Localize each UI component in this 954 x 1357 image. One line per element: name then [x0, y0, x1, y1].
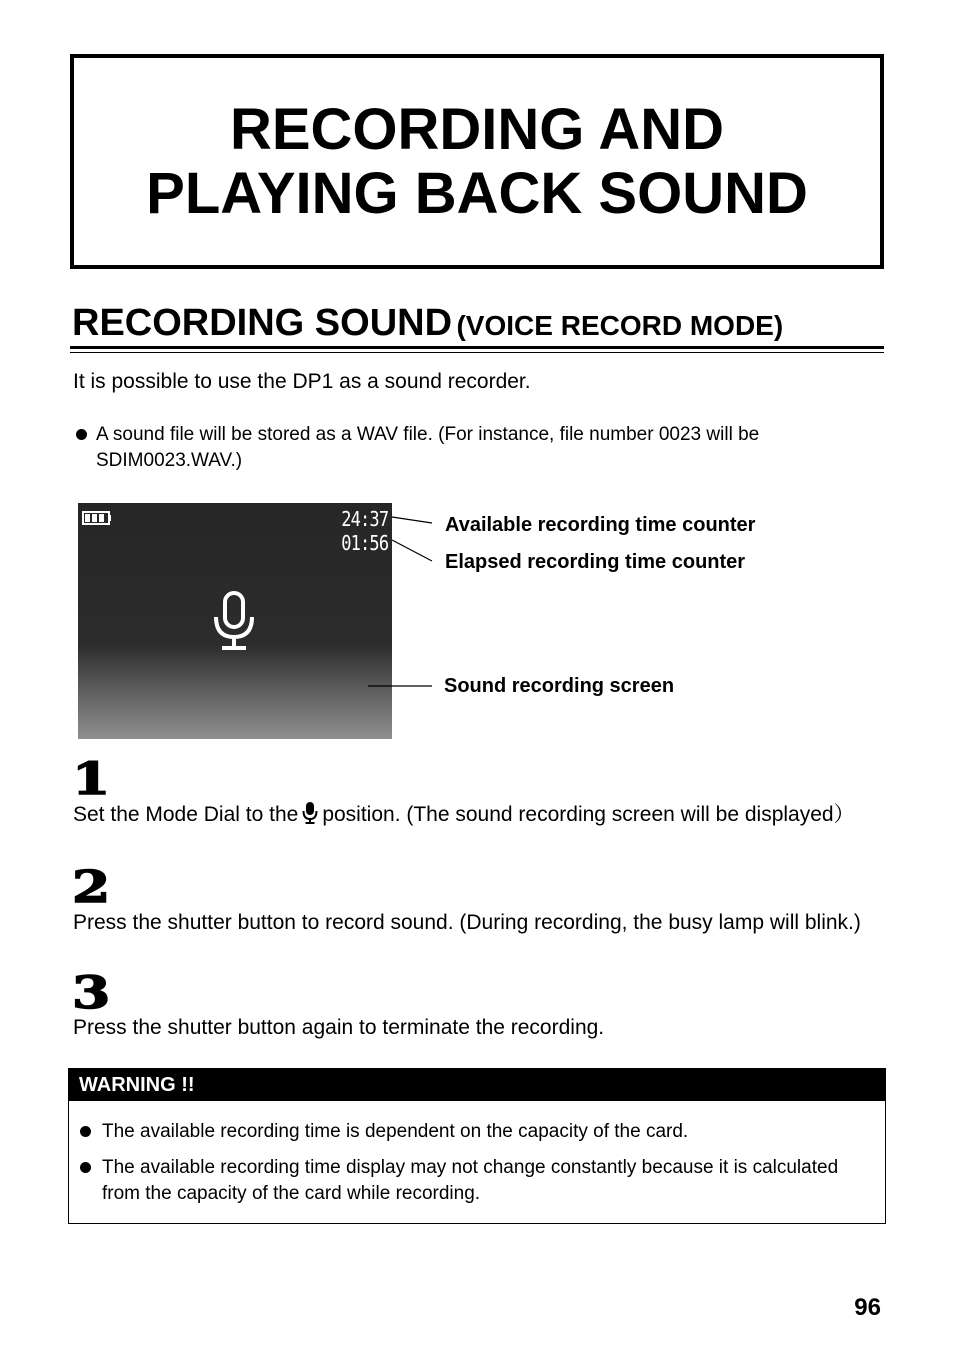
- callout-screen: Sound recording screen: [444, 675, 675, 697]
- step-1-text-after: position. (The sound recording screen will be displayed）: [322, 803, 855, 826]
- step-2-number: 2: [72, 862, 111, 913]
- microphone-icon: [210, 591, 258, 653]
- section-heading: [72, 298, 884, 351]
- battery-terminal: [108, 515, 111, 521]
- warning-item-2-text: The available recording time display may not change constantly because it is calculated from the capacity of the card while recording.: [102, 1157, 839, 1204]
- step-1-number: 1: [72, 754, 111, 805]
- callout-available: Available recording time counter: [445, 514, 756, 536]
- step-2-text: Press the shutter button to record sound. (During recording, the busy lamp will blink.): [73, 911, 861, 934]
- bullet-icon: [76, 429, 87, 440]
- chapter-title-line-1: RECORDING AND: [229, 96, 725, 162]
- step-3-text: Press the shutter button again to terminate the recording.: [73, 1016, 605, 1039]
- warning-item-2: [102, 1155, 872, 1207]
- available-time-counter: 24:37: [341, 507, 388, 531]
- warning-title: WARNING !!: [69, 1069, 885, 1101]
- elapsed-time-counter: 01:56: [341, 531, 388, 555]
- warning-item-1-text: The available recording time is dependent on the capacity of the card.: [102, 1121, 689, 1142]
- note-bullet: [73, 422, 885, 474]
- step-1-text: [73, 800, 881, 829]
- chapter-title-line-2: PLAYING BACK SOUND: [146, 160, 808, 226]
- page-number: 96: [854, 1294, 881, 1321]
- warning-item-1: [102, 1119, 872, 1145]
- bullet-icon: [80, 1126, 91, 1137]
- section-subtitle: (VOICE RECORD MODE): [456, 310, 784, 341]
- step-1-text-before: Set the Mode Dial to the: [73, 803, 299, 826]
- voice-mode-icon: [302, 802, 318, 824]
- section-rule-thick: [70, 346, 884, 349]
- sound-recording-screen: [78, 503, 392, 739]
- battery-level: [85, 514, 105, 522]
- callout-elapsed: Elapsed recording time counter: [445, 551, 746, 573]
- step-3-number: 3: [72, 968, 111, 1019]
- section-rule-thin: [70, 352, 884, 353]
- chapter-title-box: [70, 54, 884, 269]
- bullet-icon: [80, 1162, 91, 1173]
- intro-text: It is possible to use the DP1 as a sound recorder.: [73, 370, 531, 393]
- section-title: RECORDING SOUND: [72, 302, 453, 344]
- note-text: A sound file will be stored as a WAV file. (For instance, file number 0023 will be SDIM0023.WAV.): [96, 424, 760, 471]
- warning-box: [68, 1068, 886, 1224]
